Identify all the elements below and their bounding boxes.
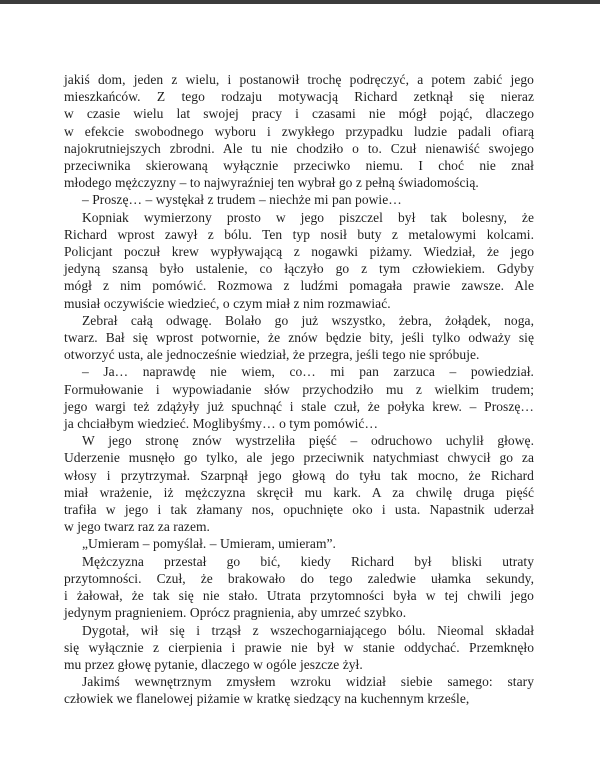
text-line: mieszkańców. Z tego rodzaju motywacją Richard zetknął się nieraz <box>64 89 534 105</box>
text-line: Dygotał, wił się i trząsł z wszechogarniającego bólu. Nieomal składał <box>82 622 534 638</box>
text-line: otworzyć usta, ale jednocześnie wiedział, że przegra, jeśli tego nie spróbuje. <box>64 347 480 363</box>
text-line: się wyłącznie z cierpienia i prawie nie był w stanie oddychać. Przemknęło <box>64 639 534 655</box>
text-line: Zebrał całą odwagę. Bolało go już wszystko, żebra, żołądek, noga, <box>82 312 534 328</box>
text-line: i żałował, że tak się nie stało. Utrata przytomności była w tej chwili jego <box>64 588 534 604</box>
text-line: jakiś dom, jeden z wielu, i postanowił trochę podręczyć, a potem zabić jego <box>64 72 534 87</box>
text-line: człowiek we flanelowej piżamie w kratkę siedzący na kuchennym krześle, <box>64 691 470 707</box>
text-line: Policjant poczuł krew wypływającą z nogawki piżamy. Wiedział, że jego <box>64 244 534 260</box>
text-line: twarz. Bał się wprost potwornie, że znów będzie bity, jeśli tylko odważy się <box>64 330 534 346</box>
text-line: – Proszę… – wystękał z trudem – niechże mi pan powie… <box>82 192 402 208</box>
text-line: Mężczyzna przestał go bić, kiedy Richard był bliski utraty <box>82 553 534 569</box>
text-line: przeciwnika skierowaną wyłącznie przeciwko niemu. I choć nie znał <box>64 158 534 174</box>
text-line: Jakimś wewnętrznym zmysłem wzroku widział siebie samego: stary <box>82 674 534 690</box>
text-line: młodego mężczyzny – to najwyraźniej ten wybrał go z pełną świadomością. <box>64 175 479 191</box>
text-line: „Umieram – pomyślał. – Umieram, umieram”. <box>82 536 336 552</box>
text-line: Kopniak wymierzony prosto w jego piszczel był tak bolesny, że <box>82 209 534 225</box>
text-line: Uderzenie musnęło go tylko, ale jego przeciwnik natychmiast chwycił go za <box>64 450 534 466</box>
text-line: ja chciałbym wiedzieć. Moglibyśmy… o tym pomówić… <box>64 416 379 432</box>
page-text-block <box>64 71 534 708</box>
text-line: w efekcie swobodnego wyboru i zwykłego przypadku ludzie padali ofiarą <box>64 123 534 139</box>
text-line: najokrutniejszych zbrodni. Ale tu nie chodziło o to. Czuł nienawiść swojego <box>64 140 534 156</box>
text-line: – Ja… naprawdę nie wiem, co… mi pan zarzuca – powiedział. <box>82 364 534 380</box>
text-line: W jego stronę znów wystrzeliła pięść – odruchowo uchylił głowę. <box>82 433 534 449</box>
text-line: musiał oczywiście wiedzieć, o czym miał z nim rozmawiać. <box>64 295 391 311</box>
text-line: przytomności. Czuł, że brakowało do tego zaledwie ułamka sekundy, <box>64 570 534 586</box>
text-line: Richard wprost zawył z bólu. Ten typ nosił buty z metalowymi kolcami. <box>64 226 534 242</box>
top-border-bar <box>0 0 600 4</box>
text-line: w jego twarz raz za razem. <box>64 519 210 535</box>
text-line: mógł z nim pomówić. Rozmowa z ludźmi pomagała prawie zawsze. Ale <box>64 278 534 294</box>
text-line: jedyną szansą było ustalenie, co łączyło go z tym człowiekiem. Gdyby <box>64 261 534 277</box>
text-line: mu przez głowę pytanie, dlaczego w ogóle jeszcze żył. <box>64 656 363 672</box>
text-line: Formułowanie i wypowiadanie słów przychodziło mu z wielkim trudem; <box>64 381 534 397</box>
text-line: włosy i przytrzymał. Szarpnął jego głową do tyłu tak mocno, że Richard <box>64 467 534 483</box>
text-line: w czasie wielu lat swojej pracy i czasami nie mógł pojąć, dlaczego <box>64 106 534 122</box>
text-line: jego wargi też zdążyły już spuchnąć i stale czuł, że połyka krew. – Proszę… <box>64 398 534 414</box>
text-line: jedynym pragnieniem. Oprócz pragnienia, aby umrzeć szybko. <box>64 605 407 621</box>
text-line: trafiła w jego i tak złamany nos, opuchnięte oko i usta. Napastnik uderzał <box>64 502 534 518</box>
text-line: miał wrażenie, iż mężczyzna skręcił mu kark. A za chwilę druga pięść <box>64 484 534 500</box>
